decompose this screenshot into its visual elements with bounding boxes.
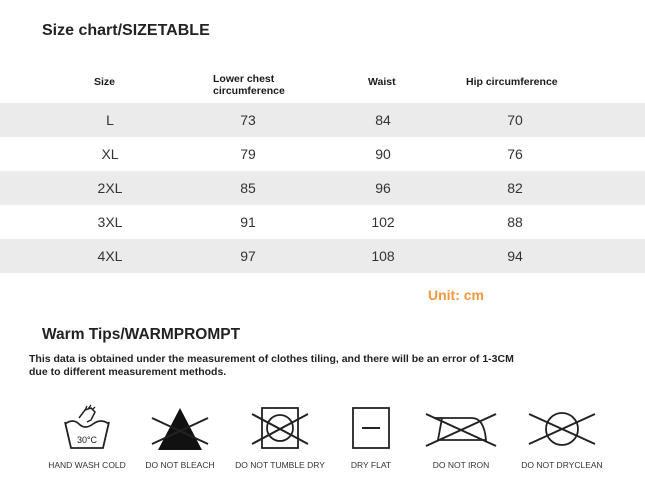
table-row — [0, 137, 645, 171]
cell-hip: 88 — [507, 214, 523, 230]
cell-hip: 82 — [507, 180, 523, 196]
header-hip: Hip circumference — [466, 76, 558, 88]
care-label: DRY FLAT — [350, 460, 392, 470]
cell-chest: 85 — [240, 180, 256, 196]
cell-size: L — [106, 112, 114, 128]
cell-size: 3XL — [97, 214, 123, 230]
care-label: DO NOT IRON — [432, 460, 490, 470]
warm-tips-title: Warm Tips/WARMPROMPT — [42, 326, 241, 343]
size-chart-title: Size chart/SIZETABLE — [42, 22, 210, 39]
cell-waist: 90 — [375, 146, 391, 162]
cell-size: 4XL — [97, 248, 123, 264]
care-label: DO NOT TUMBLE DRY — [235, 460, 325, 470]
cell-waist: 108 — [371, 248, 395, 264]
do-not-bleach-icon — [150, 404, 210, 454]
table-header — [0, 66, 645, 103]
size-table — [0, 66, 645, 273]
cell-waist: 102 — [371, 214, 395, 230]
cell-hip: 76 — [507, 146, 523, 162]
care-do-not-iron — [406, 404, 516, 470]
warm-tips-text: This data is obtained under the measurement of clothes tiling, and there will be an error of 1-3CM due to different measurement methods. — [29, 353, 514, 378]
do-not-iron-icon — [424, 404, 498, 454]
cell-chest: 73 — [240, 112, 256, 128]
care-do-not-dryclean — [507, 404, 617, 470]
cell-chest: 97 — [240, 248, 256, 264]
cell-size: 2XL — [97, 180, 123, 196]
table-row — [0, 239, 645, 273]
wash-temp: 30°C — [76, 435, 98, 445]
care-label: DO NOT BLEACH — [145, 460, 215, 470]
cell-waist: 96 — [375, 180, 391, 196]
table-row — [0, 103, 645, 137]
do-not-tumble-dry-icon — [250, 404, 310, 454]
cell-chest: 91 — [240, 214, 256, 230]
cell-hip: 94 — [507, 248, 523, 264]
hand-wash-cold-icon — [57, 404, 117, 454]
cell-waist: 84 — [375, 112, 391, 128]
care-do-not-bleach — [125, 404, 235, 470]
table-row — [0, 205, 645, 239]
do-not-dryclean-icon — [527, 404, 597, 454]
header-waist: Waist — [368, 76, 396, 88]
cell-chest: 79 — [240, 146, 256, 162]
header-lower-chest: Lower chest circumference — [213, 73, 285, 97]
dry-flat-icon — [341, 404, 401, 454]
cell-hip: 70 — [507, 112, 523, 128]
care-label: HAND WASH COLD — [48, 460, 126, 470]
table-row — [0, 171, 645, 205]
header-size: Size — [94, 76, 116, 88]
unit-label: Unit: cm — [428, 287, 484, 303]
care-label: DO NOT DRYCLEAN — [521, 460, 603, 470]
cell-size: XL — [101, 146, 119, 162]
